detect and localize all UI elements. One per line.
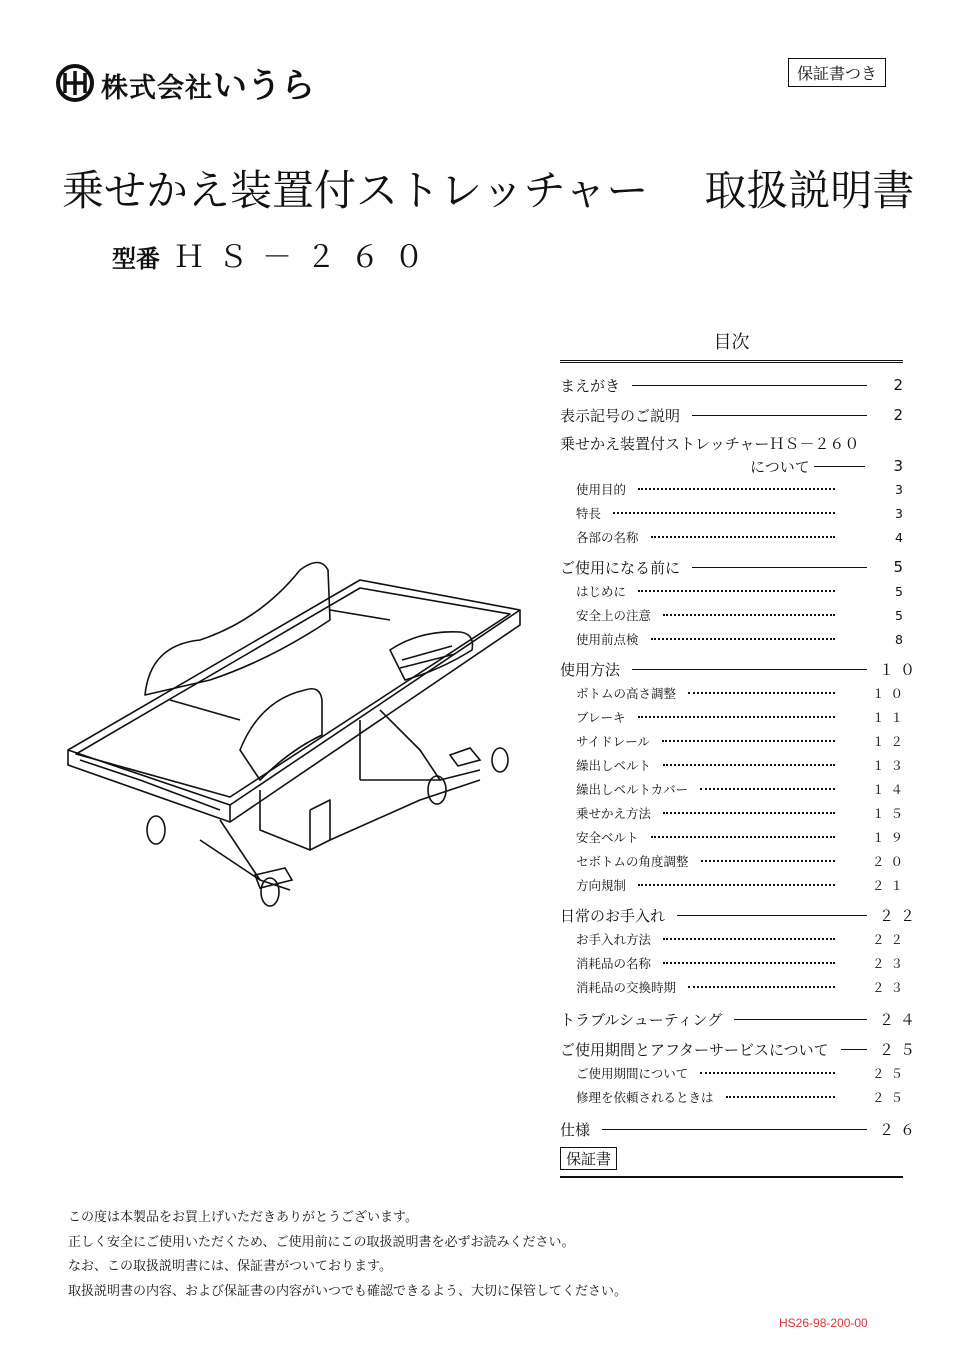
toc-entry-label: 日常のお手入れ xyxy=(560,906,666,925)
toc-entry-inspection[interactable] xyxy=(560,627,909,651)
toc-entry-care-method[interactable] xyxy=(560,927,909,951)
toc-entry-troubleshooting[interactable] xyxy=(560,1007,922,1031)
toc-entry-page: ２５ xyxy=(871,1090,909,1105)
toc-entry-repair[interactable] xyxy=(560,1085,909,1109)
toc-entry-label: 安全上の注意 xyxy=(576,608,652,623)
toc-entry-page: １０ xyxy=(879,660,922,679)
toc-entry-angle[interactable] xyxy=(560,849,909,873)
toc-entry-page: 3 xyxy=(895,481,909,497)
toc-entry-safety-belt[interactable] xyxy=(560,825,909,849)
toc-entry-page: １０ xyxy=(871,686,909,701)
toc-entry-direction[interactable] xyxy=(560,873,909,897)
toc-entry-specs[interactable] xyxy=(560,1117,922,1141)
toc-entry-label: サイドレール xyxy=(576,734,650,749)
toc-entry-daily-care[interactable] xyxy=(560,903,922,927)
toc-bottom-rule xyxy=(560,1176,903,1178)
toc-entry-label: 各部の名称 xyxy=(576,530,639,545)
toc-entry-page: 2 xyxy=(893,376,909,394)
toc-entry-page: 2 xyxy=(893,406,909,424)
toc-entry-label: ご使用期間とアフターサービスについて xyxy=(560,1040,829,1059)
toc-entry-features[interactable] xyxy=(560,501,909,525)
toc-entry-warranty[interactable]: 保証書 xyxy=(560,1147,617,1170)
toc-entry-consumables[interactable] xyxy=(560,951,909,975)
toc-entry-label: 仕様 xyxy=(560,1120,591,1139)
toc-entry-brake[interactable] xyxy=(560,705,909,729)
toc-entry-label: ご使用期間について xyxy=(576,1066,689,1081)
toc-entry-safety[interactable] xyxy=(560,603,909,627)
toc-entry-page: 5 xyxy=(895,607,909,623)
toc-heading: 目次 xyxy=(560,328,903,363)
document-number: HS26-98-200-00 xyxy=(779,1316,868,1330)
toc-entry-label: 方向規制 xyxy=(576,878,627,893)
toc-entry-label: ご使用になる前に xyxy=(560,558,681,577)
toc-entry-usage[interactable] xyxy=(560,657,922,681)
document-title xyxy=(62,158,914,218)
toc-entry-label: 使用前点検 xyxy=(576,632,639,647)
toc-entry-label: ブレーキ xyxy=(576,710,626,725)
toc-entry-period[interactable] xyxy=(560,1061,909,1085)
toc-entry-label: はじめに xyxy=(576,584,627,599)
toc-entry-label: 表示記号のご説明 xyxy=(560,406,681,425)
toc-entry-label: 乗せかえ装置付ストレッチャーＨＳ－２６０ xyxy=(560,435,860,453)
toc-entry-page: 5 xyxy=(895,583,909,599)
stretcher-illustration xyxy=(60,550,540,920)
toc-entry-page: ２６ xyxy=(879,1120,922,1139)
intro-line: 正しく安全にご使用いただくため、ご使用前にこの取扱説明書を必ずお読みください。 xyxy=(68,1234,575,1250)
model-number xyxy=(112,232,438,276)
company-brand: いうら xyxy=(213,66,315,106)
toc-entry-replacement[interactable] xyxy=(560,975,909,999)
toc-entry-page: ２５ xyxy=(871,1066,909,1081)
toc-entry-page: 3 xyxy=(895,505,909,521)
toc-entry-label: ボトムの高さ調整 xyxy=(576,686,677,701)
toc-entry-label: 消耗品の交換時期 xyxy=(576,980,677,995)
toc-entry-label: トラブルシューティング xyxy=(560,1010,723,1029)
toc-entry-label: 安全ベルト xyxy=(576,830,639,845)
toc-entry-purpose[interactable] xyxy=(560,477,909,501)
toc-entry-transfer[interactable] xyxy=(560,801,909,825)
toc-entry-about-product[interactable] xyxy=(560,433,909,477)
toc-entry-page: １９ xyxy=(871,830,909,845)
toc-entry-page: １３ xyxy=(871,758,909,773)
toc-entry-label: 乗せかえ方法 xyxy=(576,806,652,821)
toc-entry-page: 4 xyxy=(895,529,909,545)
toc-entry-page: ２３ xyxy=(871,956,909,971)
toc-entry-page: １１ xyxy=(871,710,909,725)
toc-entry-label: まえがき xyxy=(560,376,621,395)
intro-line: この度は本製品をお買上げいただきありがとうございます。 xyxy=(68,1210,418,1225)
intro-line: なお、この取扱説明書には、保証書がついております。 xyxy=(68,1259,392,1274)
toc-entry-page: 5 xyxy=(893,558,909,576)
toc-entry-label: お手入れ方法 xyxy=(576,932,652,947)
toc-entry-height[interactable] xyxy=(560,681,909,705)
toc-entry-page: 8 xyxy=(895,631,909,647)
toc-entry-label: 特長 xyxy=(576,506,602,521)
toc-entry-label: 消耗品の名称 xyxy=(576,956,652,971)
toc-entry-symbols[interactable] xyxy=(560,403,909,427)
intro-text xyxy=(68,1206,627,1304)
toc-entry-label: 使用方法 xyxy=(560,660,621,679)
toc-entry-page: 3 xyxy=(893,457,909,475)
intro-line: 取扱説明書の内容、および保証書の内容がいつでも確認できるよう、大切に保管してください。 xyxy=(68,1283,628,1299)
toc-entry-page: ２３ xyxy=(871,980,909,995)
model-value: ＨＳ－２６０ xyxy=(174,240,438,275)
toc-entry-page: ２０ xyxy=(871,854,909,869)
company-name: 株式会社いうら xyxy=(101,66,315,106)
title-sub: 取扱説明書 xyxy=(704,166,915,215)
toc-entry-side-rail[interactable] xyxy=(560,729,909,753)
toc-entry-label: 繰出しベルト xyxy=(576,758,652,773)
toc-entry-page: １４ xyxy=(871,782,909,797)
toc-entry-parts[interactable] xyxy=(560,525,909,549)
toc-entry-belt[interactable] xyxy=(560,753,909,777)
title-main: 乗せかえ装置付ストレッチャー xyxy=(62,166,649,215)
toc-entry-before-use[interactable] xyxy=(560,555,909,579)
toc-entry-label: 修理を依頼されるときは xyxy=(576,1090,714,1105)
toc-entry-intro[interactable] xyxy=(560,579,909,603)
toc-entry-after-service[interactable] xyxy=(560,1037,922,1061)
toc-entry-page: ２２ xyxy=(871,932,909,947)
warranty-badge: 保証書つき xyxy=(788,58,886,87)
toc-entry-page: ２２ xyxy=(879,906,922,925)
company-logo xyxy=(55,58,315,107)
toc-entry-label-cont: について xyxy=(750,457,810,476)
toc-entry-label: セボトムの角度調整 xyxy=(576,854,689,869)
toc-entry-page: ２５ xyxy=(879,1040,922,1059)
company-logo-mark-icon xyxy=(55,63,95,103)
toc-entry-page: １５ xyxy=(871,806,909,821)
table-of-contents xyxy=(560,328,922,1178)
toc-entry-preface[interactable] xyxy=(560,373,909,397)
model-label: 型番 xyxy=(112,245,160,273)
toc-entry-label: 繰出しベルトカバー xyxy=(576,782,689,797)
toc-entry-page: ２１ xyxy=(871,878,909,893)
toc-entry-page: １２ xyxy=(871,734,909,749)
toc-entry-belt-cover[interactable] xyxy=(560,777,909,801)
toc-entry-page: ２４ xyxy=(879,1010,922,1029)
toc-entry-label: 使用目的 xyxy=(576,482,627,497)
